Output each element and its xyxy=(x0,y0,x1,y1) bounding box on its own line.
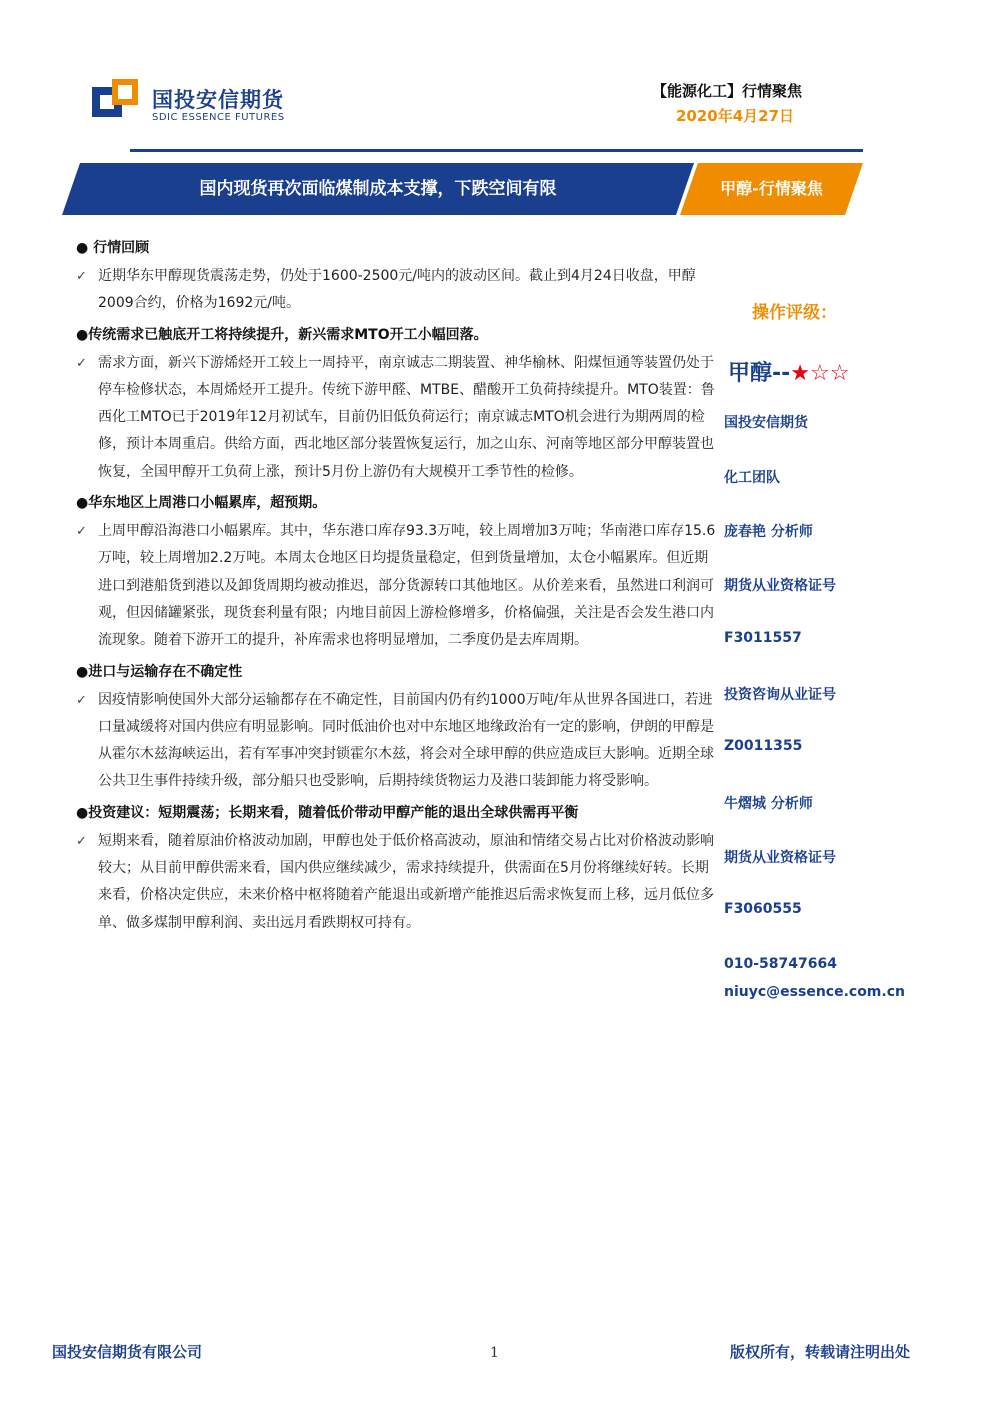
paragraph-text: 上周甲醇沿海港口小幅累库。其中，华东港口库存93.3万吨，较上周增加3万吨；华南港口库存15.6万吨，较上周增加2.2万吨。本周太仓地区日均提货量稳定，但到货量增加，太仓小幅累库。但近期进口到港船货到港以及卸货周期均被动推迟，部分货源转口其他地区。从价差来看，虽然进口利润可观，但因储罐紧张，现货套利量有限；内地目前因上游检修增多，价格偏强，关注是否会发生港口内流现象。随着下游开工的提升，补库需求也将明显增加，二季度仍是去库周期。 xyxy=(98,523,716,649)
sidebar-analyst-1: 庞春艳 分析师 xyxy=(724,524,813,540)
check-icon: ✓ xyxy=(76,692,87,708)
section-paragraph xyxy=(76,350,716,486)
section-heading: ●传统需求已触底开工将持续提升，新兴需求MTO开工小幅回落。 xyxy=(76,326,488,343)
section-paragraph xyxy=(76,518,716,654)
footer-company: 国投安信期货有限公司 xyxy=(52,1343,203,1361)
page-number: 1 xyxy=(490,1345,499,1361)
sidebar-cert-no-2: F3060555 xyxy=(724,901,802,917)
section-heading: ●投资建议：短期震荡；长期来看，随着低价带动甲醇产能的退出全球供需再平衡 xyxy=(76,804,579,821)
star-empty-icon: ☆☆ xyxy=(810,361,850,386)
paragraph-text: 短期来看，随着原油价格波动加剧，甲醇也处于低价格高波动，原油和情绪交易占比对价格波动影响较大；从目前甲醇供需来看，国内供应继续减少，需求持续提升，供需面在5月份将继续好转。长期来看，价格决定供应，未来价格中枢将随着产能退出或新增产能推迟后需求恢复而上移，远月低位多单、做多煤制甲醇利润、卖出远月看跌期权可持有。 xyxy=(98,832,714,931)
section-paragraph xyxy=(76,687,716,796)
check-icon: ✓ xyxy=(76,833,87,849)
report-title: 国内现货再次面临煤制成本支撑，下跌空间有限 xyxy=(199,179,557,199)
report-date: 2020年4月27日 xyxy=(676,107,795,125)
sidebar-analyst-2: 牛熠城 分析师 xyxy=(724,796,813,812)
section-paragraph xyxy=(76,828,716,937)
star-filled-icon: ★ xyxy=(790,361,810,386)
rating-label: 操作评级： xyxy=(752,303,837,323)
check-icon: ✓ xyxy=(76,355,87,371)
check-icon: ✓ xyxy=(76,269,87,284)
report-type: 【能源化工】行情聚焦 xyxy=(652,82,803,100)
footer-copyright: 版权所有，转载请注明出处 xyxy=(730,1343,911,1361)
section-paragraph xyxy=(76,263,716,318)
sidebar-cert-label-1: 期货从业资格证号 xyxy=(724,578,836,594)
sidebar-phone: 010-58747664 xyxy=(724,956,837,972)
report-body xyxy=(76,237,716,937)
sidebar-consult-no: Z0011355 xyxy=(724,738,803,754)
logo-text-cn: 国投安信期货 xyxy=(152,88,284,112)
sidebar-cert-label-2: 期货从业资格证号 xyxy=(724,850,836,866)
category-tag: 甲醇-行情聚焦 xyxy=(720,179,823,198)
section-heading: ●华东地区上周港口小幅累库，超预期。 xyxy=(76,495,327,512)
rating-product: 甲醇-- xyxy=(728,361,791,386)
sidebar-email[interactable]: niuyc@essence.com.cn xyxy=(724,984,905,1000)
section-heading: ● 行情回顾 xyxy=(76,240,150,256)
sidebar-cert-no-1: F3011557 xyxy=(724,630,802,646)
paragraph-text: 因疫情影响使国外大部分运输都存在不确定性，目前国内仍有约1000万吨/年从世界各国进口，若进口量减缓将对国内供应有明显影响。同时低油价也对中东地区地缘政治有一定的影响，伊朗的甲醇是从霍尔木兹海峡运出，若有军事冲突封锁霍尔木兹，将会对全球甲醇的供应造成巨大影响。近期全球公共卫生事件持续升级，部分船只也受影响，后期持续货物运力及港口装卸能力将受影响。 xyxy=(98,691,714,790)
section-heading: ●进口与运输存在不确定性 xyxy=(76,663,243,680)
logo-text-en: SDIC ESSENCE FUTURES xyxy=(152,112,285,123)
paragraph-text: 近期华东甲醇现货震荡走势，仍处于1600-2500元/吨内的波动区间。截止到4月24日收盘，甲醇2009合约，价格为1692元/吨。 xyxy=(98,268,696,312)
sidebar-consult-label: 投资咨询从业证号 xyxy=(724,687,836,703)
paragraph-text: 需求方面，新兴下游烯烃开工较上一周持平，南京诚志二期装置、神华榆林、阳煤恒通等装置仍处于停车检修状态，本周烯烃开工提升。传统下游甲醛、MTBE、醋酸开工负荷持续提升。MTO装置：鲁西化工MTO已于2019年12月初试车，目前仍旧低负荷运行；南京诚志MTO机会进行为期两周的检修，预计本周重启。供给方面，西北地区部分装置恢复运行，加之山东、河南等地区部分甲醇装置也恢复，全国甲醇开工负荷上涨，预计5月份上游仍有大规模开工季节性的检修。 xyxy=(98,354,715,480)
check-icon: ✓ xyxy=(76,524,87,540)
rating xyxy=(728,356,849,387)
company-logo xyxy=(92,79,140,121)
sidebar-company: 国投安信期货 xyxy=(724,415,808,431)
header-divider xyxy=(130,149,863,152)
sidebar-team: 化工团队 xyxy=(724,470,780,486)
